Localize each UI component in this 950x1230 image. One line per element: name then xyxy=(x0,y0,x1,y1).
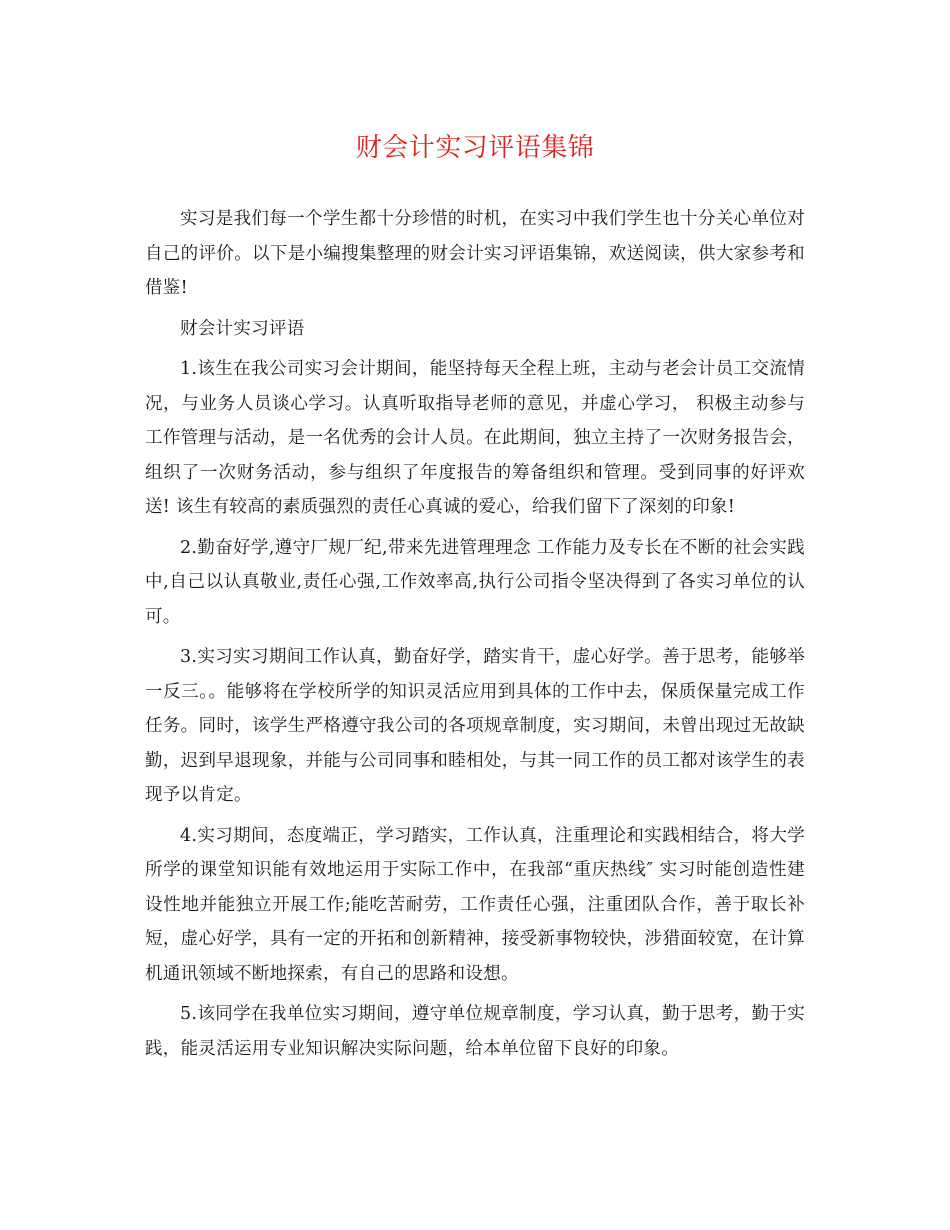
comment-item-2: 2.勤奋好学,遵守厂规厂纪,带来先进管理理念 工作能力及专长在不断的社会实践中,自己以认真敬业,责任心强,工作效率高,执行公司指令坚决得到了各实习单位的认可。 xyxy=(145,537,805,627)
comment-item-5: 5.该同学在我单位实习期间，遵守单位规章制度，学习认真，勤于思考，勤于实践，能灵活运用专业知识解决实际问题，给本单位留下良好的印象。 xyxy=(145,1004,805,1059)
comment-item-4: 4.实习期间，态度端正，学习踏实，工作认真，注重理论和实践相结合，将大学所学的课堂知识能有效地运用于实际工作中，在我部“重庆热线″ 实习时能创造性建设性地并能独立开展工作;能吃苦耐劳，工作责任心强，注重团队合作，善于取长补短，虚心好学，具有一定的开拓和创新精神，接受新事物较快，涉猎面较宽，在计算机通讯领域不断地探索，有自己的思路和设想。 xyxy=(145,825,805,984)
document-title: 财会计实习评语集锦 xyxy=(355,133,595,163)
section-heading: 财会计实习评语 xyxy=(180,318,305,339)
intro-paragraph: 实习是我们每一个学生都十分珍惜的时机，在实习中我们学生也十分关心单位对自己的评价。以下是小编搜集整理的财会计实习评语集锦，欢送阅读，供大家参考和借鉴! xyxy=(145,209,805,298)
comment-item-1: 1.该生在我公司实习会计期间，能坚持每天全程上班，主动与老会计员工交流情况，与业务人员谈心学习。认真听取指导老师的意见，并虚心学习， 积极主动参与工作管理与活动，是一名优秀的会计人员。在此期间，独立主持了一次财务报告会，组织了一次财务活动，参与组织了年度报告的筹备组织和管理。受到同事的好评欢送! 该生有较高的素质强烈的责任心真诚的爱心，给我们留下了深刻的印象! xyxy=(145,359,805,517)
document-body xyxy=(145,202,805,1072)
comment-item-3: 3.实习实习期间工作认真，勤奋好学，踏实肯干，虚心好学。善于思考，能够举一反三。。能够将在学校所学的知识灵活应用到具体的工作中去，保质保量完成工作任务。同时，该学生严格遵守我公司的各项规章制度，实习期间，未曾出现过无故缺勤，迟到早退现象，并能与公司同事和睦相处，与其一同工作的员工都对该学生的表现予以肯定。 xyxy=(145,647,805,805)
